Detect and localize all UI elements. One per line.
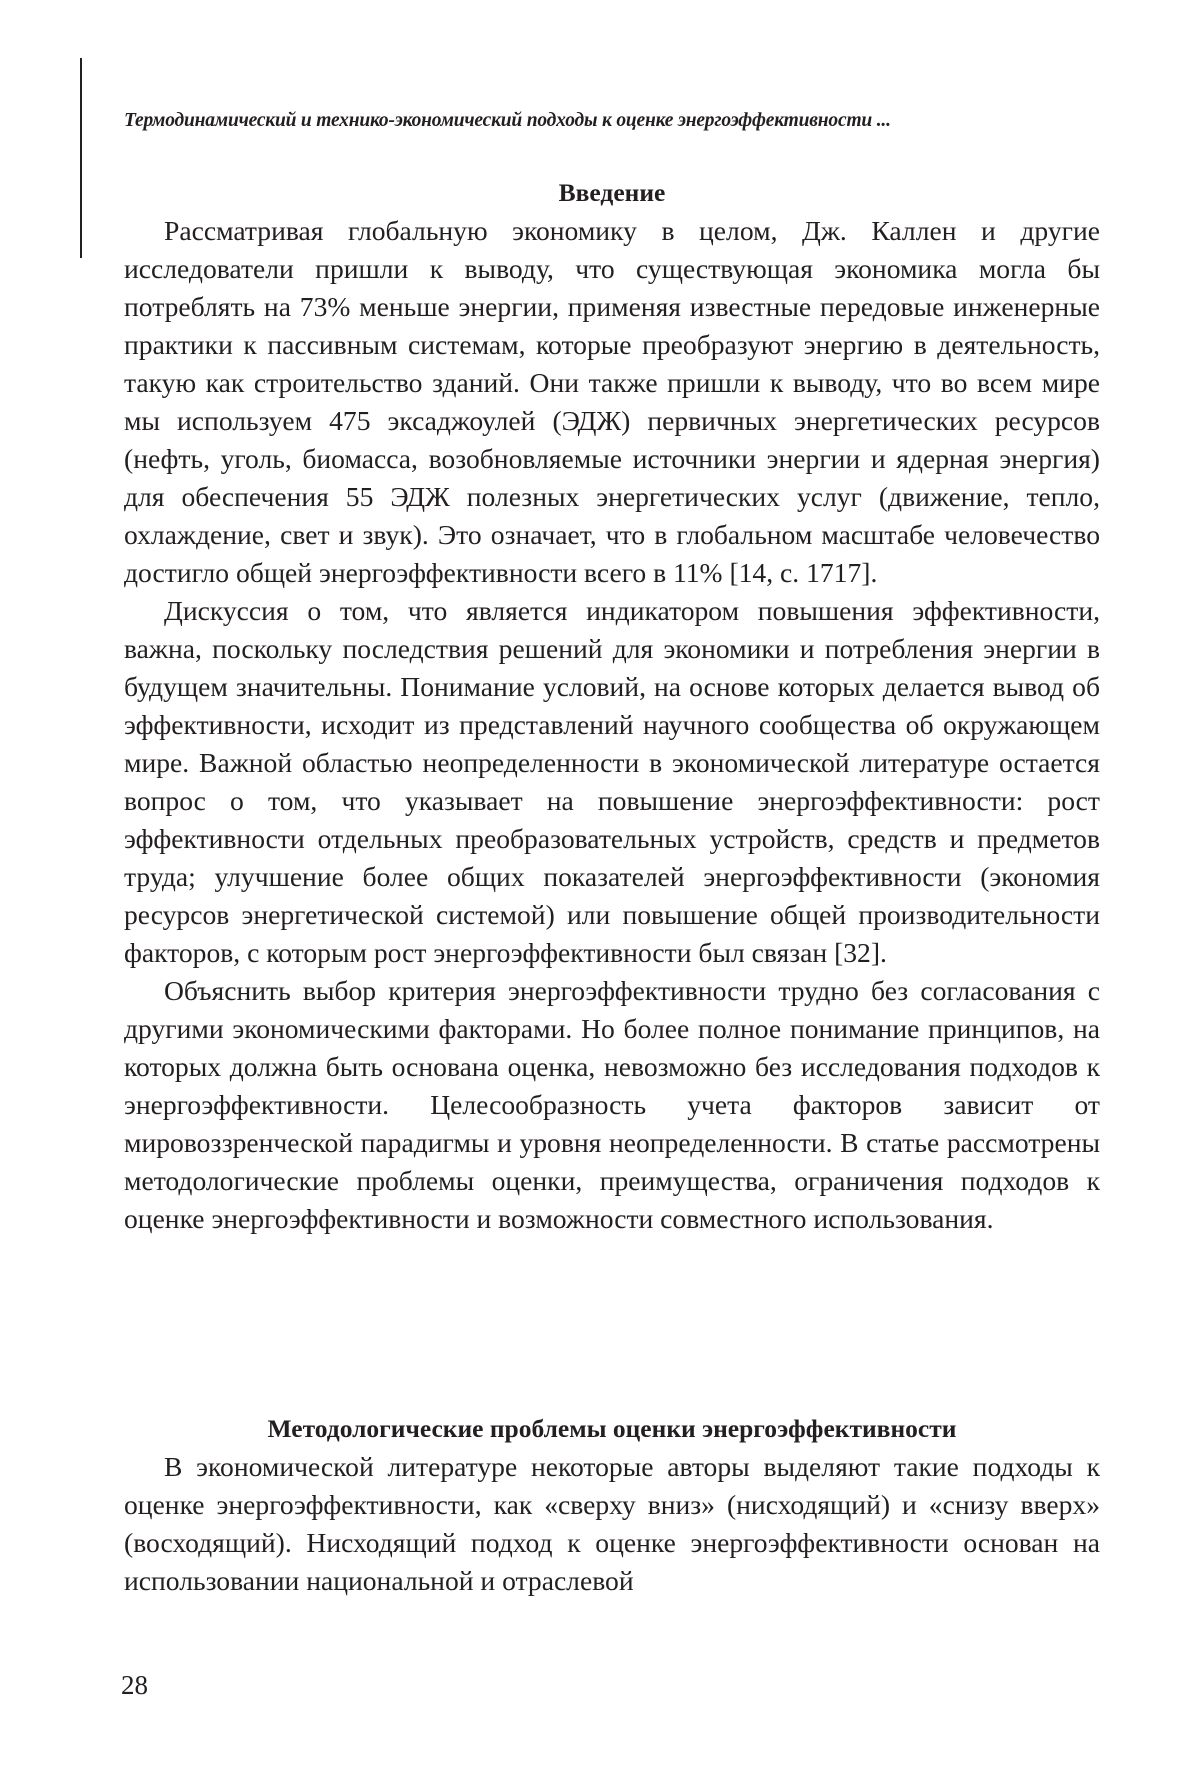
section-heading-methodology: Методологические проблемы оценки энергоэффективности — [124, 1410, 1100, 1448]
running-head: Термодинамический и технико-экономический подходы к оценке энергоэффективности ... — [124, 110, 1084, 132]
paragraph-intro-1: Рассматривая глобальную экономику в целом, Дж. Каллен и другие исследователи пришли к выводу, что существующая экономика могла бы потреблять на 73% меньше энергии, применяя известные передовые инженерные практики к пассивным системам, которые преобразуют энергию в деятельность, такую как строительство зданий. Они также пришли к выводу, что во всем мире мы используем 475 эксаджоулей (ЭДЖ) первичных энергетических ресурсов (нефть, уголь, биомасса, возобновляемые источники энергии и ядерная энергия) для обеспечения 55 ЭДЖ полезных энергетических услуг (движение, тепло, охлаждение, свет и звук). Это означает, что в глобальном масштабе человечество достигло общей энергоэффективности всего в 11% [14, с. 1717]. — [124, 212, 1100, 592]
margin-rule — [80, 58, 82, 258]
page-number: 28 — [121, 1670, 148, 1701]
section-heading-introduction: Введение — [124, 174, 1100, 212]
paragraph-intro-3: Объяснить выбор критерия энергоэффективности трудно без согласования с другими экономическими факторами. Но более полное понимание принципов, на которых должна быть основана оценка, невозможно без исследования подходов к энергоэффективности. Целесообразность учета факторов зависит от мировоззренческой парадигмы и уровня неопределенности. В статье рассмотрены методологические проблемы оценки, преимущества, ограничения подходов к оценке энергоэффективности и возможности совместного использования. — [124, 972, 1100, 1238]
section-introduction — [124, 174, 1100, 1238]
paragraph-methods-1: В экономической литературе некоторые авторы выделяют такие подходы к оценке энергоэффективности, как «сверху вниз» (нисходящий) и «снизу вверх» (восходящий). Нисходящий подход к оценке энергоэффективности основан на использовании национальной и отраслевой — [124, 1448, 1100, 1600]
section-methodology — [124, 1410, 1100, 1600]
paragraph-intro-2: Дискуссия о том, что является индикатором повышения эффективности, важна, поскольку последствия решений для экономики и потребления энергии в будущем значительны. Понимание условий, на основе которых делается вывод об эффективности, исходит из представлений научного сообщества об окружающем мире. Важной областью неопределенности в экономической литературе остается вопрос о том, что указывает на повышение энергоэффективности: рост эффективности отдельных преобразовательных устройств, средств и предметов труда; улучшение более общих показателей энергоэффективности (экономия ресурсов энергетической системой) или повышение общей производительности факторов, с которым рост энергоэффективности был связан [32]. — [124, 592, 1100, 972]
